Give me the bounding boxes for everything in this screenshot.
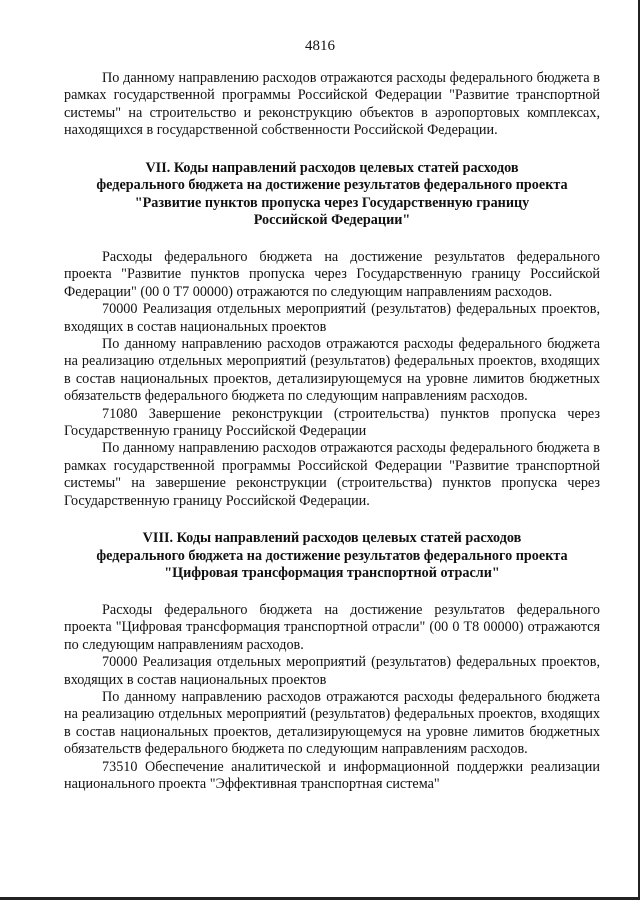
section-7-paragraph-1: Расходы федерального бюджета на достижение результатов федерального проекта "Развитие пунктов пропуска через Государственную границу Российской Федерации" (00 0 Т7 00000) отражаются по следующим направлениям расходов. [64,249,600,300]
section-7-heading-line-3: "Развитие пунктов пропуска через Государственную границу [134,194,530,211]
section-7-heading-line-4: Российской Федерации" [253,212,411,229]
document-body [64,70,600,793]
section-8-heading [64,530,600,583]
section-7-paragraph-3: По данному направлению расходов отражаются расходы федерального бюджета на реализацию отдельных мероприятий (результатов) федеральных проектов, входящих в состав национальных проектов, детализирующемуся на уровне лимитов бюджетных обязательств федерального бюджета по следующим направлениям расходов. [64,336,600,405]
section-7-paragraph-2: 70000 Реализация отдельных мероприятий (результатов) федеральных проектов, входящих в состав национальных проектов [64,301,600,335]
section-7-heading-line-1: VII. Коды направлений расходов целевых статей расходов [145,159,519,176]
section-8-paragraph-1: Расходы федерального бюджета на достижение результатов федерального проекта "Цифровая трансформация транспортной отрасли" (00 0 Т8 00000) отражаются по следующим направлениям расходов. [64,601,600,653]
section-7-heading [64,160,600,230]
section-7-paragraph-4: 71080 Завершение реконструкции (строительства) пунктов пропуска через Государственную границу Российской Федерации [64,405,600,440]
section-7-paragraph-5: По данному направлению расходов отражаются расходы федерального бюджета в рамках государственной программы Российской Федерации "Развитие транспортной системы" на завершение реконструкции (строительства) пунктов пропуска через Государственную границу Российской Федерации. [64,440,600,509]
page-number: 4816 [305,38,335,54]
section-8-heading-line-2: федерального бюджета на достижение результатов федерального проекта [96,547,568,564]
section-7-heading-line-2: федерального бюджета на достижение результатов федерального проекта [96,177,568,194]
intro-paragraph: По данному направлению расходов отражаются расходы федерального бюджета в рамках государственной программы Российской Федерации "Развитие транспортной системы" на строительство и реконструкцию объектов в аэропортовых комплексах, находящихся в государственной собственности Российской Федерации. [64,70,600,139]
section-8-paragraph-2: 70000 Реализация отдельных мероприятий (результатов) федеральных проектов, входящих в состав национальных проектов [64,654,600,688]
section-8-heading-line-3: "Цифровая трансформация транспортной отрасли" [164,565,500,582]
section-8-paragraph-4: 73510 Обеспечение аналитической и информационной поддержки реализации национального проекта "Эффективная транспортная система" [64,758,600,792]
section-8-paragraph-3: По данному направлению расходов отражаются расходы федерального бюджета на реализацию отдельных мероприятий (результатов) федеральных проектов, входящих в состав национальных проектов, детализирующемуся на уровне лимитов бюджетных обязательств федерального бюджета по следующим направлениям расходов. [64,688,600,758]
section-8-heading-line-1: VIII. Коды направлений расходов целевых статей расходов [142,530,522,547]
